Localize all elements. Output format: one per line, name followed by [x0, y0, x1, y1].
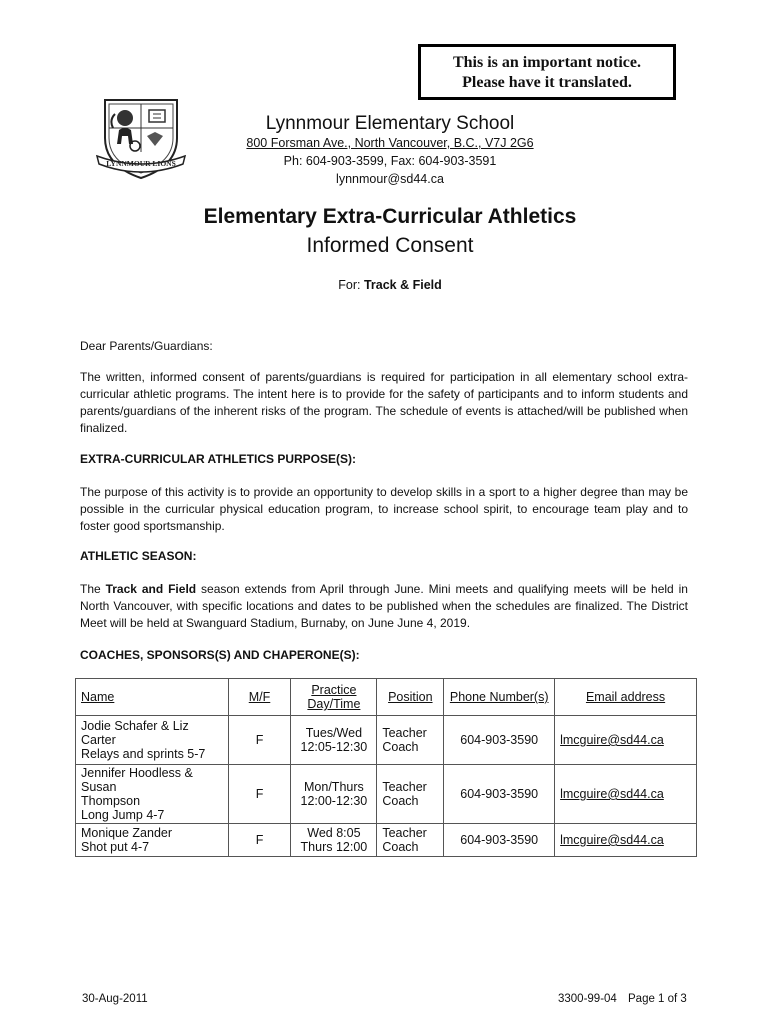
coach-gender: F [228, 716, 291, 765]
coach-name: Monique Zander Shot put 4-7 [76, 824, 229, 857]
salutation: Dear Parents/Guardians: [80, 339, 213, 353]
header-practice: Practice Day/Time [291, 679, 377, 716]
header-mf: M/F [228, 679, 291, 716]
coach-phone: 604-903-3590 [444, 765, 555, 824]
form-title: Elementary Extra-Curricular Athletics [203, 205, 577, 228]
footer-page-number: Page 1 of 3 [628, 993, 687, 1005]
footer-date: 30-Aug-2011 [82, 993, 148, 1005]
coach-position: Teacher Coach [377, 765, 444, 824]
purpose-heading: EXTRA-CURRICULAR ATHLETICS PURPOSE(S): [80, 452, 356, 466]
notice-line-1: This is an important notice. [452, 54, 641, 71]
coach-email-link[interactable]: lmcguire@sd44.ca [560, 833, 664, 847]
season-sport-name: Track and Field [105, 582, 197, 596]
table-row [76, 824, 697, 857]
coach-position: Teacher Coach [377, 824, 444, 857]
coach-phone: 604-903-3590 [444, 716, 555, 765]
footer-form-number: 3300-99-04 [558, 993, 617, 1005]
season-text-end: season extends from April through June. Mini meets and qualifying meets will be held in North Vancouver, with specific locations and dates to be published when the schedules are finalized. The District Meet will be held at Swanguard Stadium, Burnaby, on June June 4, 2019. [80, 582, 688, 630]
form-subtitle: Informed Consent [306, 234, 474, 257]
header-email: Email address [555, 679, 697, 716]
notice-line-2: Please have it translated. [462, 74, 632, 91]
coach-phone: 604-903-3590 [444, 824, 555, 857]
school-logo [95, 92, 187, 184]
intro-paragraph: The written, informed consent of parents/guardians is required for participation in all elementary school extra-curricular athletic programs. The intent here is to provide for the safety of participants and to inform students and parents/guardians of the inherent risks of the program. The schedule of events is attached/will be published when finalized. [80, 370, 688, 435]
for-sport-line [160, 278, 620, 292]
school-contact: Ph: 604-903-3599, Fax: 604-903-3591 [283, 154, 497, 168]
school-name: Lynnmour Elementary School [265, 113, 515, 134]
coach-email-link[interactable]: lmcguire@sd44.ca [560, 733, 664, 747]
coaches-heading: COACHES, SPONSORS(S) AND CHAPERONE(S): [80, 648, 360, 662]
header-name: Name [76, 679, 229, 716]
table-row [76, 716, 697, 765]
header-position: Position [377, 679, 444, 716]
purpose-paragraph: The purpose of this activity is to provide an opportunity to develop skills in a sport to a higher degree than may be possible in the curricular physical education program, to increase school spirit, to encourage team play and to foster good sportsmanship. [80, 485, 688, 533]
season-paragraph [80, 581, 688, 632]
translation-notice-box [418, 44, 676, 100]
coach-position: Teacher Coach [377, 716, 444, 765]
coach-name: Jodie Schafer & Liz Carter Relays and sprints 5-7 [76, 716, 229, 765]
practice-time: Mon/Thurs 12:00-12:30 [291, 765, 377, 824]
season-heading: ATHLETIC SEASON: [80, 549, 197, 563]
practice-time: Tues/Wed 12:05-12:30 [291, 716, 377, 765]
coaches-table [75, 678, 697, 857]
practice-time: Wed 8:05 Thurs 12:00 [291, 824, 377, 857]
coach-gender: F [228, 824, 291, 857]
svg-text:LYNNMOUR LIONS: LYNNMOUR LIONS [106, 159, 176, 168]
table-header-row [76, 679, 697, 716]
school-email: lynnmour@sd44.ca [336, 172, 444, 186]
table-row [76, 765, 697, 824]
coach-name: Jennifer Hoodless & Susan Thompson Long Jump 4-7 [76, 765, 229, 824]
lion-crest-icon [95, 92, 187, 184]
coach-gender: F [228, 765, 291, 824]
for-value: Track & Field [363, 278, 442, 292]
season-text-start: The [80, 582, 106, 596]
school-address: 800 Forsman Ave., North Vancouver, B.C., V7J 2G6 [246, 136, 534, 150]
coach-email-link[interactable]: lmcguire@sd44.ca [560, 787, 664, 801]
for-label: For: [338, 278, 361, 292]
header-phone: Phone Number(s) [444, 679, 555, 716]
